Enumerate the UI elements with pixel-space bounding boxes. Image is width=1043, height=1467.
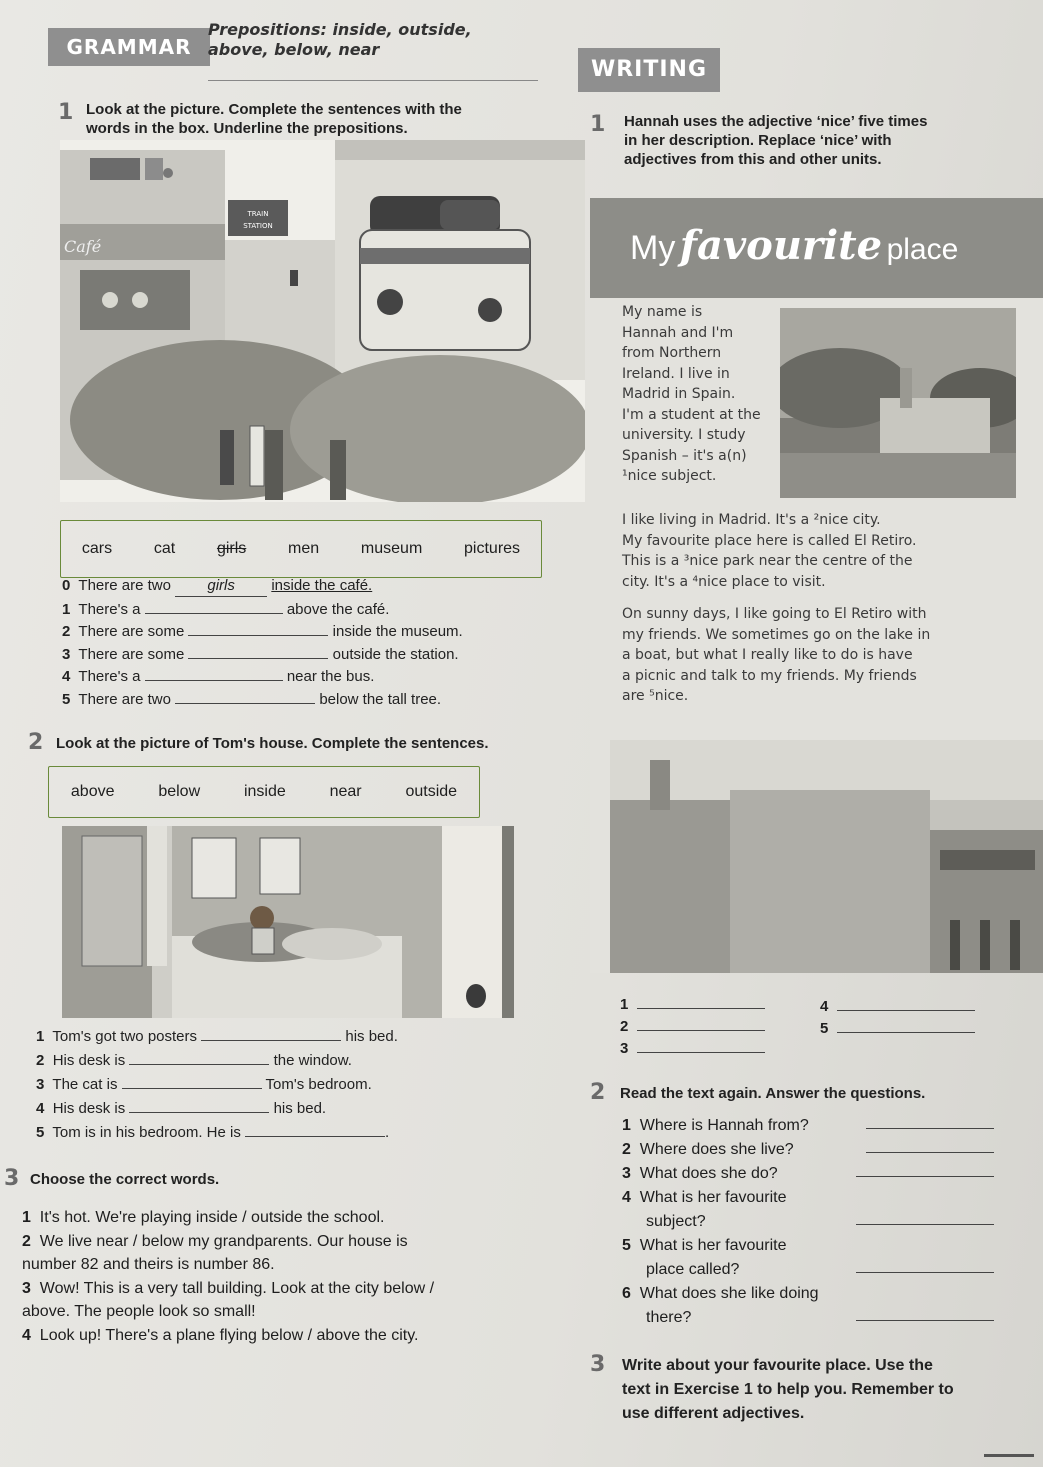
instruction-line: text in Exercise 1 to help you. Remember to bbox=[622, 1381, 954, 1398]
sentence-part: his bed. bbox=[273, 1100, 327, 1117]
instruction-line: Hannah uses the adjective ‘nice’ five times bbox=[624, 113, 928, 130]
answer-blank[interactable] bbox=[245, 1122, 385, 1137]
word-outside: outside bbox=[405, 783, 458, 800]
question-row bbox=[622, 1306, 994, 1330]
grammar-ex3-number: 3 bbox=[4, 1166, 20, 1191]
header-rule bbox=[208, 80, 538, 81]
question-number: 3 bbox=[622, 1165, 631, 1182]
instruction-line: adjectives from this and other units. bbox=[624, 151, 882, 168]
text-line: ¹nice subject. bbox=[622, 468, 717, 484]
answer-number: 4 bbox=[820, 998, 829, 1015]
question-row bbox=[622, 1258, 994, 1282]
text-line: Ireland. I live in bbox=[622, 365, 730, 382]
sentence-row bbox=[36, 1098, 398, 1122]
word-cat: cat bbox=[153, 540, 176, 557]
text-line: My favourite place here is called El Retiro. bbox=[622, 532, 917, 549]
sentence-part: inside the café. bbox=[271, 577, 373, 594]
question-number: 1 bbox=[622, 1117, 631, 1134]
sentence-row bbox=[62, 689, 463, 712]
text-line: This is a ³nice park near the centre of the bbox=[622, 553, 913, 569]
sentence-part: the window. bbox=[273, 1052, 352, 1069]
item-number: 4 bbox=[36, 1100, 45, 1117]
question-row bbox=[622, 1234, 994, 1258]
question-text: place called? bbox=[646, 1261, 740, 1278]
writing-ex2-instruction: Read the text again. Answer the questions. bbox=[620, 1085, 926, 1102]
grammar-ex1-word-box bbox=[60, 520, 542, 578]
answer-blank[interactable] bbox=[637, 1038, 765, 1053]
sentence-row bbox=[36, 1050, 398, 1074]
question-number: 6 bbox=[622, 1285, 631, 1302]
grammar-ex1-instruction bbox=[86, 100, 462, 138]
answer-blank[interactable] bbox=[837, 1018, 975, 1033]
title-word: favourite bbox=[679, 222, 883, 269]
item-number: 3 bbox=[22, 1279, 31, 1297]
choice-line[interactable]: We live near / below my grandparents. Our house is bbox=[39, 1232, 408, 1250]
question-number: 2 bbox=[622, 1141, 631, 1158]
question-row bbox=[622, 1282, 994, 1306]
word-below: below bbox=[158, 783, 201, 800]
word-above: above bbox=[70, 783, 115, 800]
item-number: 4 bbox=[62, 668, 71, 685]
item-number: 5 bbox=[36, 1124, 45, 1141]
item-number: 3 bbox=[36, 1076, 45, 1093]
grammar-ex3-items bbox=[22, 1206, 434, 1347]
sentence-part: The cat is bbox=[52, 1076, 118, 1093]
text-line: My name is bbox=[622, 304, 703, 320]
tom bbox=[250, 906, 274, 930]
text-line: a boat, but what I really like to do is have bbox=[622, 647, 913, 663]
writing-ex3-instruction bbox=[622, 1354, 954, 1426]
answer-blank[interactable] bbox=[637, 994, 765, 1009]
choice-continuation: number 82 and theirs is number 86. bbox=[22, 1256, 275, 1273]
grammar-ex2-instruction: Look at the picture of Tom's house. Complete the sentences. bbox=[56, 735, 489, 752]
answer-blank[interactable] bbox=[129, 1050, 269, 1065]
sentence-row bbox=[62, 599, 463, 622]
sentence-part: There are two bbox=[78, 577, 171, 594]
question-text: subject? bbox=[646, 1213, 706, 1230]
grammar-subtitle-line1: Prepositions: inside, outside, bbox=[208, 20, 472, 39]
cafe-sign: Café bbox=[64, 237, 102, 256]
hannah-text-wide bbox=[622, 510, 917, 592]
answer-blank[interactable] bbox=[122, 1074, 262, 1089]
item-number: 1 bbox=[62, 600, 71, 618]
text-line: university. I study bbox=[622, 427, 746, 443]
text-line: city. It's a ⁴nice place to visit. bbox=[622, 573, 826, 590]
word-cars: cars bbox=[81, 540, 113, 557]
answer-number: 3 bbox=[620, 1040, 629, 1057]
instruction-line: words in the box. Underline the prepositions. bbox=[86, 120, 408, 137]
text-line: I like living in Madrid. It's a ²nice city. bbox=[622, 512, 881, 528]
street-scene-illustration bbox=[60, 140, 585, 502]
page-corner-mark bbox=[984, 1454, 1034, 1457]
sentence-part: . bbox=[385, 1124, 390, 1141]
choice-line[interactable]: It's hot. We're playing inside / outside the school. bbox=[39, 1209, 385, 1226]
grammar-tab: GRAMMAR bbox=[48, 28, 210, 66]
choice-item bbox=[22, 1277, 434, 1301]
item-number: 2 bbox=[36, 1052, 45, 1069]
answer-blank[interactable] bbox=[856, 1162, 994, 1177]
writing-ex1-instruction bbox=[624, 112, 927, 169]
answer-row bbox=[820, 996, 975, 1018]
sentence-part: outside the station. bbox=[332, 645, 459, 663]
panel-title bbox=[630, 222, 958, 269]
title-word: place bbox=[886, 233, 959, 266]
question-number: 5 bbox=[622, 1237, 631, 1254]
instruction-line: Look at the picture. Complete the sentences with the bbox=[86, 101, 462, 118]
text-line: On sunny days, I like going to El Retiro with bbox=[622, 606, 927, 622]
sentence-part: above the café. bbox=[286, 600, 390, 618]
item-number: 1 bbox=[36, 1028, 45, 1045]
choice-item bbox=[22, 1206, 434, 1230]
choice-item bbox=[22, 1230, 434, 1254]
answer-row bbox=[620, 1016, 765, 1038]
sentence-part: below the tall tree. bbox=[319, 690, 442, 708]
answer-blank[interactable] bbox=[866, 1138, 994, 1153]
sentence-part: There are some bbox=[78, 645, 185, 663]
writing-ex2-questions bbox=[622, 1114, 994, 1330]
writing-ex1-answers-right bbox=[820, 996, 975, 1040]
station-sign bbox=[228, 200, 288, 236]
question-row bbox=[622, 1186, 994, 1210]
word-pictures: pictures bbox=[464, 540, 521, 557]
writing-tab: WRITING bbox=[578, 48, 720, 92]
poster bbox=[192, 838, 236, 898]
sentence-part: near the bus. bbox=[286, 668, 375, 685]
text-line: Madrid in Spain. bbox=[622, 386, 736, 402]
answer-blank[interactable] bbox=[856, 1258, 994, 1273]
grammar-ex3-instruction: Choose the correct words. bbox=[30, 1171, 220, 1188]
sentence-row bbox=[62, 666, 463, 689]
answer-row bbox=[620, 994, 765, 1016]
choice-item bbox=[22, 1324, 434, 1348]
item-number: 5 bbox=[62, 690, 71, 708]
answer-blank[interactable] bbox=[188, 644, 328, 659]
writing-ex3-number: 3 bbox=[590, 1352, 606, 1377]
question-text: What is her favourite bbox=[639, 1189, 787, 1206]
answer-blank[interactable] bbox=[201, 1026, 341, 1041]
sentence-row bbox=[36, 1074, 398, 1098]
instruction-line: in her description. Replace ‘nice’ with bbox=[624, 132, 892, 149]
grammar-subtitle-line2: above, below, near bbox=[208, 40, 380, 59]
title-word: My bbox=[630, 229, 676, 267]
answer-blank[interactable] bbox=[856, 1306, 994, 1321]
text-line: my friends. We sometimes go on the lake in bbox=[622, 626, 931, 643]
sentence-part: Tom is in his bedroom. He is bbox=[52, 1124, 241, 1141]
answer-number: 2 bbox=[620, 1018, 629, 1035]
sentence-part: his bed. bbox=[345, 1028, 398, 1045]
grammar-ex2-sentences bbox=[36, 1026, 398, 1146]
answer-row bbox=[820, 1018, 975, 1040]
answer-blank[interactable] bbox=[129, 1098, 269, 1113]
answer-blank[interactable] bbox=[856, 1210, 994, 1225]
text-line: from Northern bbox=[622, 345, 722, 361]
svg-text:TRAIN: TRAIN bbox=[247, 210, 269, 218]
question-text: Where is Hannah from? bbox=[639, 1117, 809, 1134]
hannah-text-narrow bbox=[622, 302, 761, 487]
men bbox=[220, 430, 234, 485]
question-row bbox=[622, 1114, 994, 1138]
word-museum: museum bbox=[360, 540, 423, 557]
answer-row bbox=[620, 1038, 765, 1060]
choice-line[interactable]: Wow! This is a very tall building. Look at the city below / bbox=[39, 1279, 435, 1297]
item-number: 1 bbox=[22, 1209, 31, 1226]
answer-blank[interactable] bbox=[175, 689, 315, 704]
question-text: What is her favourite bbox=[639, 1237, 787, 1254]
answer-blank[interactable] bbox=[145, 666, 283, 681]
word-inside: inside bbox=[243, 783, 286, 800]
writing-ex1-answers-left bbox=[620, 994, 765, 1060]
word-near: near bbox=[329, 783, 362, 800]
choice-continuation[interactable]: above. The people look so small! bbox=[22, 1303, 256, 1320]
writing-ex1-number: 1 bbox=[590, 112, 606, 137]
sentence-part: Tom's got two posters bbox=[52, 1028, 198, 1045]
item-number: 2 bbox=[22, 1232, 31, 1250]
answer-number: 5 bbox=[820, 1020, 829, 1037]
text-line: Hannah and I'm bbox=[622, 324, 734, 341]
answer-blank[interactable] bbox=[837, 996, 975, 1011]
item-number: 2 bbox=[62, 623, 71, 640]
poster bbox=[260, 838, 300, 894]
answer-blank[interactable] bbox=[145, 599, 283, 614]
sentence-row bbox=[36, 1026, 398, 1050]
sentence-row bbox=[62, 621, 463, 644]
hannah-text-paragraph2 bbox=[622, 604, 930, 707]
question-text: there? bbox=[646, 1309, 692, 1326]
svg-text:STATION: STATION bbox=[243, 222, 273, 230]
item-number: 3 bbox=[62, 645, 71, 663]
sentence-part: There's a bbox=[78, 668, 141, 685]
question-number: 4 bbox=[622, 1189, 631, 1206]
question-row bbox=[622, 1162, 994, 1186]
question-row bbox=[622, 1210, 994, 1234]
grammar-ex1-sentences bbox=[62, 576, 463, 711]
toms-bedroom-illustration bbox=[62, 826, 514, 1018]
question-text: What does she like doing bbox=[639, 1285, 819, 1302]
answer-number: 1 bbox=[620, 996, 629, 1013]
text-line: I'm a student at the bbox=[622, 406, 761, 423]
writing-ex2-number: 2 bbox=[590, 1080, 606, 1105]
choice-line[interactable]: Look up! There's a plane flying below / above the city. bbox=[39, 1326, 419, 1344]
text-line: Spanish – it's a(n) bbox=[622, 447, 747, 464]
answer-example: girls bbox=[175, 576, 267, 597]
question-text: What does she do? bbox=[639, 1165, 778, 1182]
sentence-part: His desk is bbox=[52, 1052, 126, 1069]
word-men: men bbox=[288, 540, 320, 557]
sentence-part: There's a bbox=[78, 600, 141, 618]
answer-blank[interactable] bbox=[188, 621, 328, 636]
word-girls: girls bbox=[216, 540, 247, 557]
question-row bbox=[622, 1138, 994, 1162]
cat bbox=[466, 984, 486, 1008]
sentence-part: inside the museum. bbox=[332, 623, 463, 640]
grammar-ex2-number: 2 bbox=[28, 730, 44, 755]
madrid-city-photo bbox=[610, 740, 1043, 973]
grammar-subtitle bbox=[208, 20, 472, 60]
text-line: are ⁵nice. bbox=[622, 688, 689, 704]
sentence-part: There are two bbox=[78, 690, 171, 708]
el-retiro-photo bbox=[780, 308, 1016, 498]
instruction-line: Write about your favourite place. Use the bbox=[622, 1357, 933, 1374]
item-number: 0 bbox=[62, 577, 71, 594]
instruction-line: use different adjectives. bbox=[622, 1405, 805, 1422]
sentence-row bbox=[36, 1122, 398, 1146]
grammar-ex1-number: 1 bbox=[58, 100, 74, 125]
sentence-part: There are some bbox=[78, 623, 185, 640]
sentence-row bbox=[62, 644, 463, 667]
sentence-part: His desk is bbox=[52, 1100, 126, 1117]
answer-blank[interactable] bbox=[637, 1016, 765, 1031]
question-text: Where does she live? bbox=[639, 1141, 794, 1158]
text-line: a picnic and talk to my friends. My friends bbox=[622, 667, 917, 684]
item-number: 4 bbox=[22, 1326, 31, 1344]
sentence-row bbox=[62, 576, 463, 599]
sentence-part: Tom's bedroom. bbox=[265, 1076, 372, 1093]
answer-blank[interactable] bbox=[866, 1114, 994, 1129]
grammar-ex2-word-box bbox=[48, 766, 480, 818]
